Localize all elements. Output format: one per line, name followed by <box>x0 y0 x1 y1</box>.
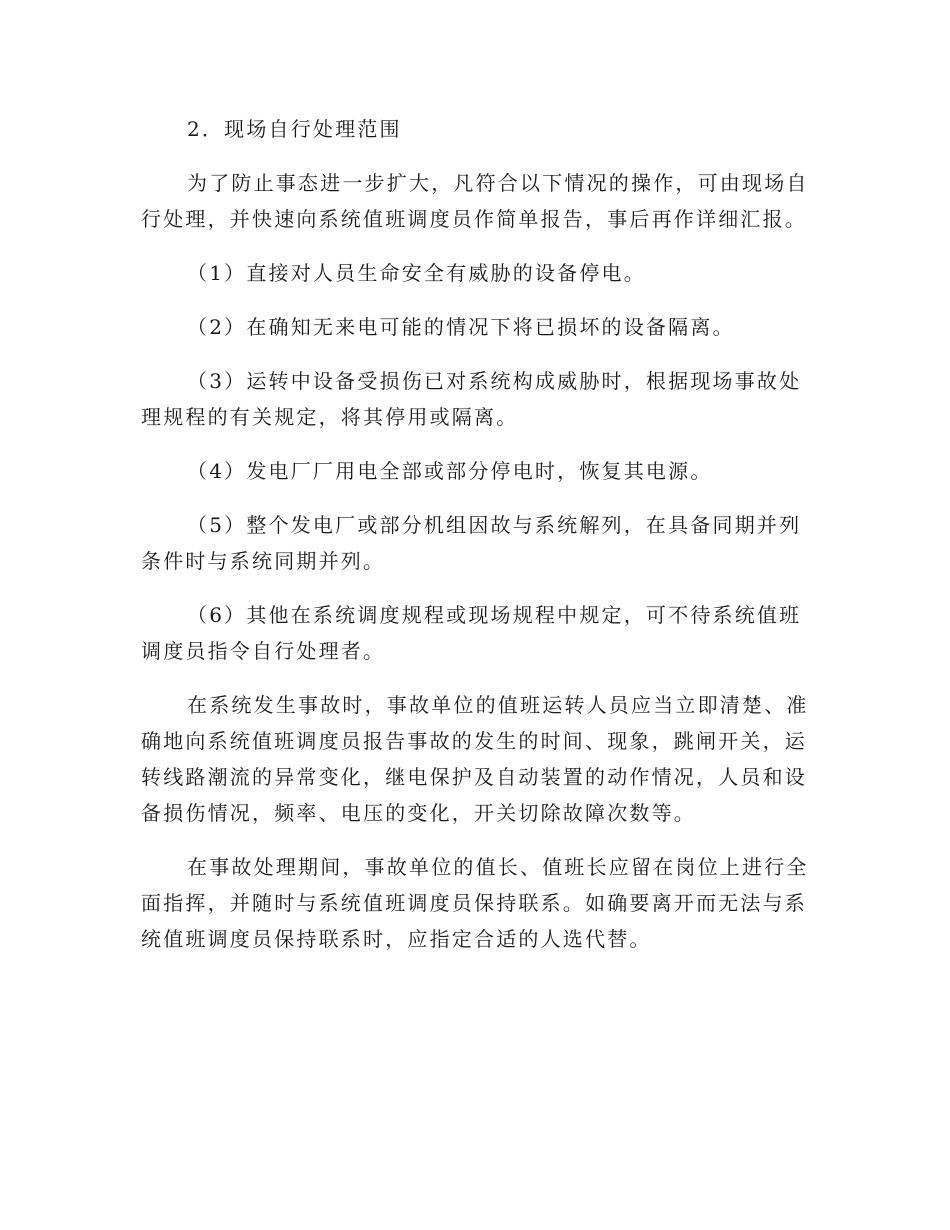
list-item: （2）在确知无来电可能的情况下将已损坏的设备隔离。 <box>187 315 735 339</box>
document-body <box>141 111 811 975</box>
list-item: （6）其他在系统调度规程或现场规程中规定，可不待系统值班调度员指令自行处理者。 <box>141 603 802 663</box>
report-paragraph: 在系统发生事故时，事故单位的值班运转人员应当立即清楚、准确地向系统值班调度员报告事故的发生的时间、现象，跳闸开关，运转线路潮流的异常变化，继电保护及自动装置的动作情况，人员和设备损伤情况，频率、电压的变化，开关切除故障次数等。 <box>141 693 809 825</box>
intro-paragraph: 为了防止事态进一步扩大，凡符合以下情况的操作，可由现场自行处理，并快速向系统值班调度员作简单报告，事后再作详细汇报。 <box>141 171 809 231</box>
list-item: （5）整个发电厂或部分机组因故与系统解列，在具备同期并列条件时与系统同期并列。 <box>141 513 802 573</box>
list-item: （4）发电厂厂用电全部或部分停电时，恢复其电源。 <box>187 459 713 483</box>
list-item: （3）运转中设备受损伤已对系统构成威胁时，根据现场事故处理规程的有关规定，将其停用或隔离。 <box>141 369 802 429</box>
section-heading: 2．现场自行处理范围 <box>187 117 402 141</box>
list-item: （1）直接对人员生命安全有威胁的设备停电。 <box>187 261 646 285</box>
duty-paragraph: 在事故处理期间，事故单位的值长、值班长应留在岗位上进行全面指挥，并随时与系统值班调度员保持联系。如确要离开而无法与系统值班调度员保持联系时，应指定合适的人选代替。 <box>141 855 809 951</box>
